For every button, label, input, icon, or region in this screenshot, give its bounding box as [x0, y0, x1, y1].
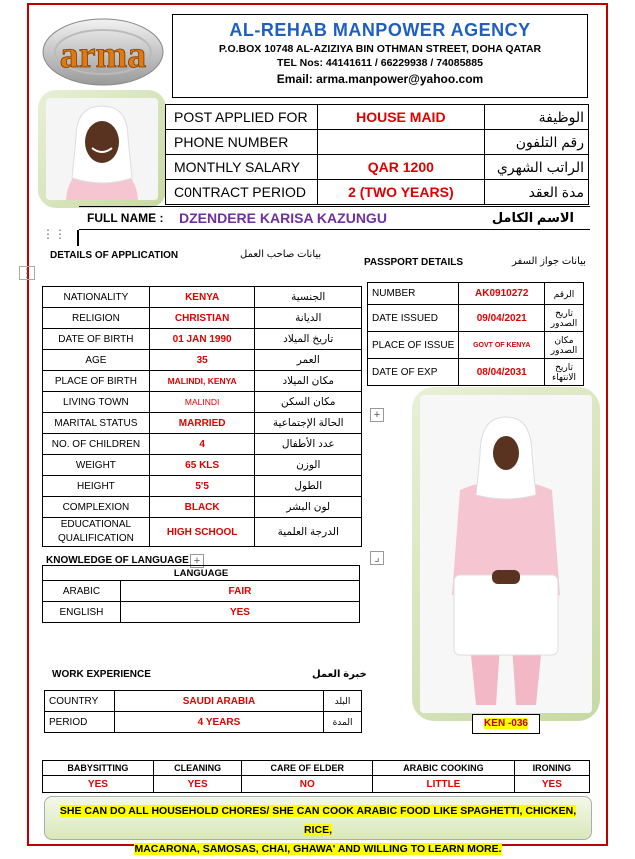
passport-arabic: مكان الصدور: [545, 332, 584, 359]
application-title: DETAILS OF APPLICATION: [50, 250, 179, 261]
skill-header: BABYSITTING: [43, 761, 154, 776]
application-arabic: لون البشر: [255, 497, 362, 518]
table-move-handle-icon[interactable]: ⋮: [21, 266, 33, 280]
passport-arabic: الرقم: [545, 283, 584, 305]
passport-row: [368, 283, 584, 305]
post-value: [317, 130, 484, 155]
application-label: COMPLEXION: [43, 497, 150, 518]
photo-reference-tag: [472, 714, 540, 734]
drag-handle-icon[interactable]: ⋮⋮: [42, 227, 66, 241]
work-arabic: المدة: [324, 712, 362, 733]
application-value: 4: [149, 434, 255, 455]
application-label: NATIONALITY: [43, 287, 150, 308]
full-name-row: [79, 206, 590, 230]
post-table: [165, 104, 589, 205]
post-label: MONTHLY SALARY: [166, 155, 318, 180]
add-row-icon[interactable]: +: [370, 408, 384, 422]
post-arabic: الوظيفة: [484, 105, 588, 130]
resize-icon[interactable]: ⌟: [370, 551, 384, 565]
application-row: [43, 371, 362, 392]
language-row: [43, 602, 360, 623]
work-label: PERIOD: [45, 712, 115, 733]
post-label: PHONE NUMBER: [166, 130, 318, 155]
application-row: [43, 455, 362, 476]
language-value: FAIR: [120, 581, 359, 602]
application-label: AGE: [43, 350, 150, 371]
agency-logo: [38, 12, 168, 90]
application-value: HIGH SCHOOL: [149, 518, 255, 547]
passport-label: DATE ISSUED: [368, 305, 459, 332]
application-row: [43, 287, 362, 308]
application-arabic: مكان السكن: [255, 392, 362, 413]
skill-value: YES: [43, 776, 154, 793]
skill-value: LITTLE: [373, 776, 515, 793]
work-row: [45, 691, 362, 712]
application-value: BLACK: [149, 497, 255, 518]
svg-text:arma: arma: [59, 34, 147, 76]
application-label: PLACE OF BIRTH: [43, 371, 150, 392]
application-title-arabic: بيانات صاحب العمل: [240, 249, 322, 260]
work-row: [45, 712, 362, 733]
language-header: LANGUAGE: [43, 566, 360, 581]
insert-icon[interactable]: +: [190, 554, 204, 568]
skill-header: CLEANING: [153, 761, 242, 776]
skills-table: [42, 760, 590, 793]
skills-header-row: [43, 761, 590, 776]
agency-name: AL-REHAB MANPOWER AGENCY: [229, 20, 531, 40]
application-value: 5'5: [149, 476, 255, 497]
remarks-line-2: MACARONA, SAMOSAS, CHAI, GHAWA' AND WILLING TO LEARN MORE.: [134, 843, 502, 855]
application-label: DATE OF BIRTH: [43, 329, 150, 350]
post-value: 2 (TWO YEARS): [317, 180, 484, 205]
post-arabic: مدة العقد: [484, 180, 588, 205]
application-value: 65 KLS: [149, 455, 255, 476]
post-arabic: الراتب الشهري: [484, 155, 588, 180]
passport-value: 09/04/2021: [459, 305, 545, 332]
application-row: [43, 518, 362, 547]
passport-title: PASSPORT DETAILS: [364, 257, 464, 268]
agency-header: [172, 14, 588, 98]
application-value: 01 JAN 1990: [149, 329, 255, 350]
post-row: [166, 180, 589, 205]
application-row: [43, 392, 362, 413]
passport-value: AK0910272: [459, 283, 545, 305]
cursor-line: [77, 230, 79, 246]
passport-label: DATE OF EXP: [368, 359, 459, 386]
application-label: HEIGHT: [43, 476, 150, 497]
skill-value: YES: [514, 776, 589, 793]
application-arabic: الحالة الإجتماعية: [255, 413, 362, 434]
passport-label: NUMBER: [368, 283, 459, 305]
application-row: [43, 350, 362, 371]
work-arabic: البلد: [324, 691, 362, 712]
skill-value: YES: [153, 776, 242, 793]
language-label: ARABIC: [43, 581, 121, 602]
full-name-arabic: الاسم الكامل: [491, 210, 574, 225]
application-arabic: عدد الأطفال: [255, 434, 362, 455]
application-label: EDUCATIONAL QUALIFICATION: [43, 518, 150, 547]
agency-address: P.O.BOX 10748 AL-AZIZIYA BIN OTHMAN STREET, DOHA QATAR: [218, 43, 542, 55]
application-value: MARRIED: [149, 413, 255, 434]
application-arabic: الديانة: [255, 308, 362, 329]
post-row: [166, 155, 589, 180]
application-arabic: الوزن: [255, 455, 362, 476]
application-row: [43, 476, 362, 497]
post-row: [166, 130, 589, 155]
passport-title-arabic: بيانات جواز السفر: [512, 256, 586, 267]
application-value: MALINDI, KENYA: [149, 371, 255, 392]
application-label: WEIGHT: [43, 455, 150, 476]
application-label: NO. OF CHILDREN: [43, 434, 150, 455]
agency-phone: TEL Nos: 44141611 / 66229938 / 74085885: [277, 57, 483, 69]
work-table: [44, 690, 362, 733]
application-row: [43, 329, 362, 350]
skill-header: IRONING: [514, 761, 589, 776]
skill-value: NO: [242, 776, 373, 793]
work-label: COUNTRY: [45, 691, 115, 712]
application-label: RELIGION: [43, 308, 150, 329]
work-title: WORK EXPERIENCE: [52, 669, 151, 680]
application-arabic: الجنسية: [255, 287, 362, 308]
passport-row: [368, 332, 584, 359]
post-value: QAR 1200: [317, 155, 484, 180]
language-row: [43, 581, 360, 602]
application-row: [43, 497, 362, 518]
post-label: POST APPLIED FOR: [166, 105, 318, 130]
remarks-line-1: SHE CAN DO ALL HOUSEHOLD CHORES/ SHE CAN COOK ARABIC FOOD LIKE SPAGHETTI, CHICKEN, RICE,: [59, 805, 577, 836]
application-value: MALINDI: [149, 392, 255, 413]
work-value: 4 YEARS: [114, 712, 323, 733]
application-arabic: الطول: [255, 476, 362, 497]
language-label: ENGLISH: [43, 602, 121, 623]
passport-table: [367, 282, 584, 386]
skill-header: ARABIC COOKING: [373, 761, 515, 776]
application-arabic: العمر: [255, 350, 362, 371]
application-value: KENYA: [149, 287, 255, 308]
passport-arabic: تاريخ الانتهاء: [545, 359, 584, 386]
work-value: SAUDI ARABIA: [114, 691, 323, 712]
passport-arabic: تاريخ الصدور: [545, 305, 584, 332]
application-value: 35: [149, 350, 255, 371]
application-arabic: مكان الميلاد: [255, 371, 362, 392]
remarks-note: [44, 796, 592, 855]
language-title: KNOWLEDGE OF LANGUAGE: [46, 555, 189, 566]
application-table: [42, 286, 362, 547]
application-row: [43, 434, 362, 455]
application-row: [43, 308, 362, 329]
skills-value-row: [43, 776, 590, 793]
full-name-label: FULL NAME :: [87, 211, 164, 225]
language-table: [42, 565, 360, 623]
application-label: LIVING TOWN: [43, 392, 150, 413]
passport-label: PLACE OF ISSUE: [368, 332, 459, 359]
application-label: MARITAL STATUS: [43, 413, 150, 434]
application-value: CHRISTIAN: [149, 308, 255, 329]
post-row: [166, 105, 589, 130]
application-arabic: تاريخ الميلاد: [255, 329, 362, 350]
application-row: [43, 413, 362, 434]
passport-row: [368, 359, 584, 386]
post-label: C0NTRACT PERIOD: [166, 180, 318, 205]
passport-row: [368, 305, 584, 332]
agency-email: Email: arma.manpower@yahoo.com: [276, 72, 484, 86]
headshot-photo: [38, 90, 166, 208]
language-value: YES: [120, 602, 359, 623]
passport-value: 08/04/2031: [459, 359, 545, 386]
post-value: HOUSE MAID: [317, 105, 484, 130]
full-name-value: DZENDERE KARISA KAZUNGU: [179, 210, 387, 226]
passport-value: GOVT OF KENYA: [459, 332, 545, 359]
application-arabic: الدرجة العلمية: [255, 518, 362, 547]
work-title-arabic: خبرة العمل: [312, 669, 367, 680]
post-arabic: رقم التلفون: [484, 130, 588, 155]
full-body-photo: [412, 387, 600, 721]
photo-reference-text: KEN -036: [484, 718, 528, 729]
skill-header: CARE OF ELDER: [242, 761, 373, 776]
